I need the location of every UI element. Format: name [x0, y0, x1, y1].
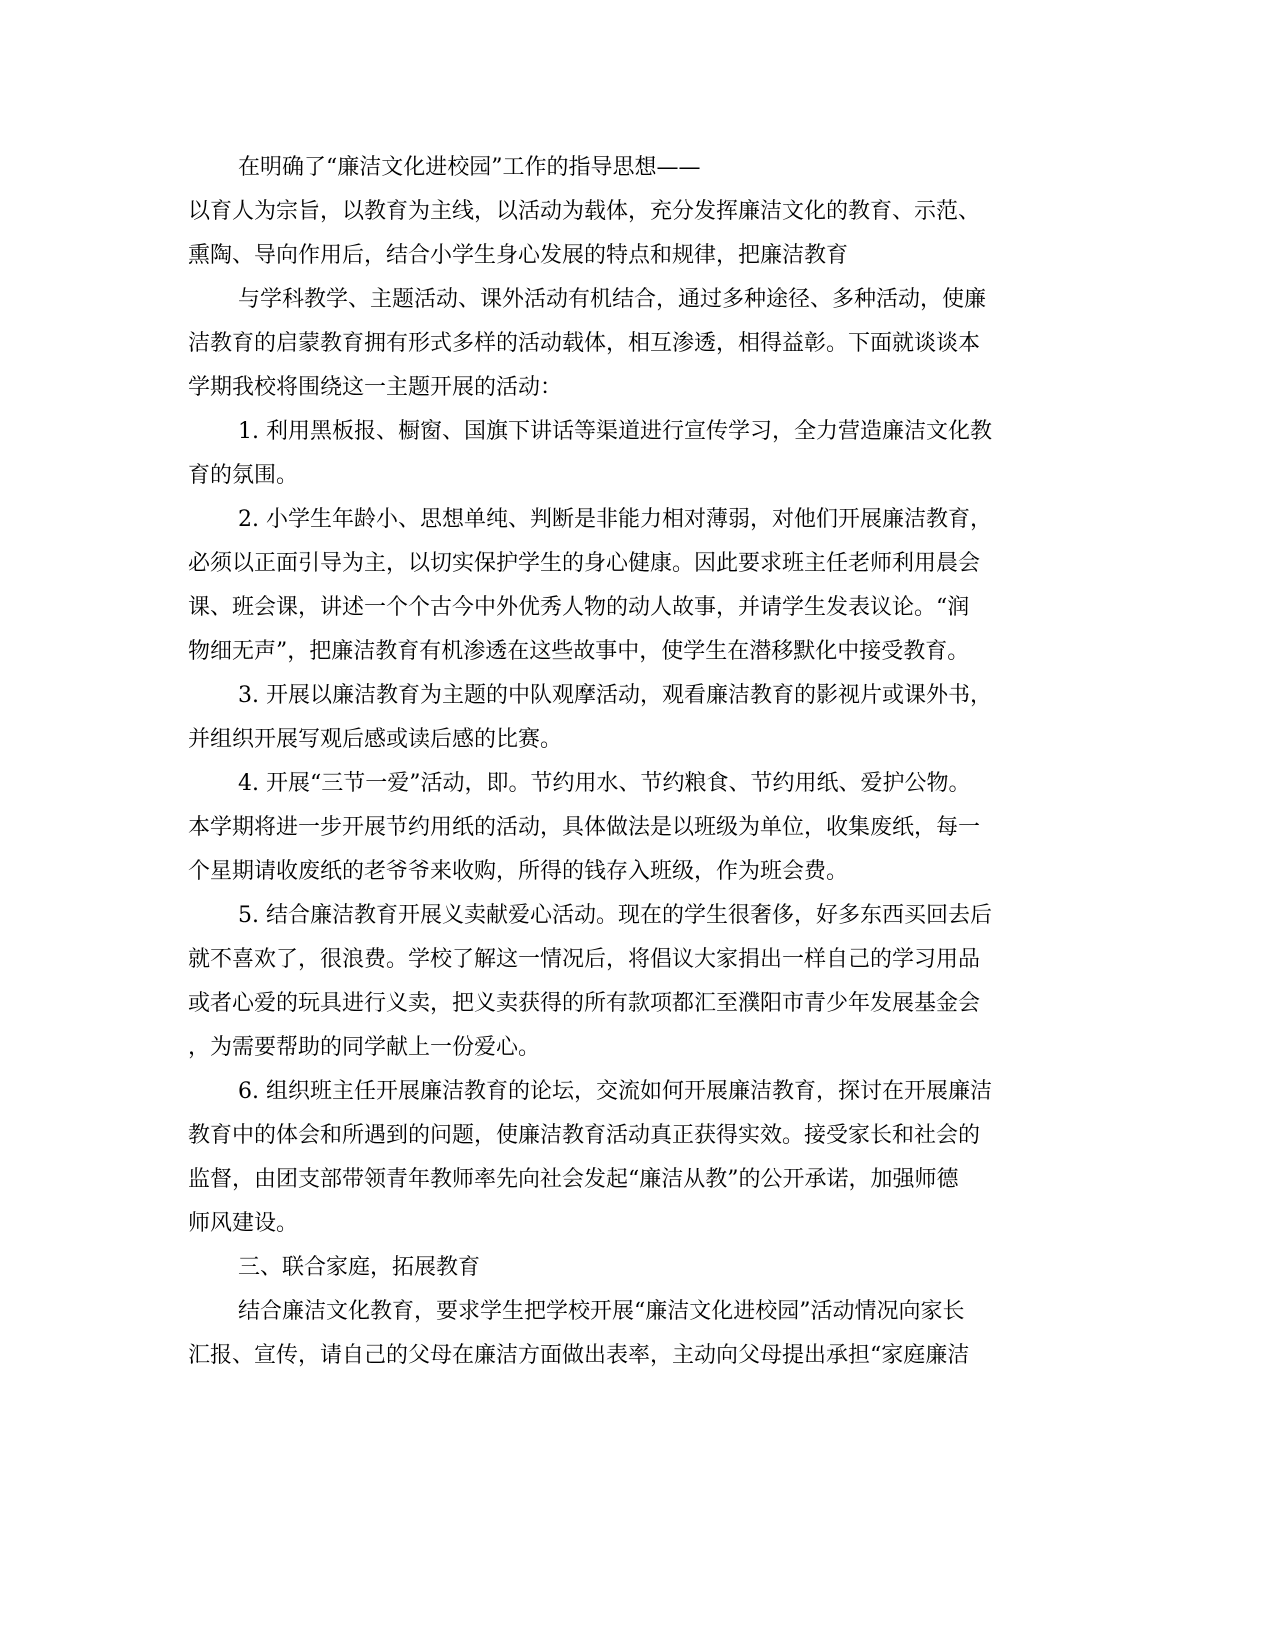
text-line: 1. 利用黑板报、橱窗、国旗下讲话等渠道进行宣传学习，全力营造廉洁文化教: [238, 419, 992, 444]
text-line: 6. 组织班主任开展廉洁教育的论坛，交流如何开展廉洁教育，探讨在开展廉洁: [238, 1079, 992, 1104]
text-line: 个星期请收废纸的老爷爷来收购，所得的钱存入班级，作为班会费。: [188, 859, 849, 884]
text-line: 育的氛围。: [188, 463, 299, 488]
text-line: 与学科教学、主题活动、课外活动有机结合，通过多种途径、多种活动，使廉: [238, 287, 987, 312]
text-line: 3. 开展以廉洁教育为主题的中队观摩活动，观看廉洁教育的影视片或课外书，: [238, 683, 992, 708]
text-line: 就不喜欢了，很浪费。学校了解这一情况后，将倡议大家捐出一样自己的学习用品: [188, 947, 981, 972]
text-line: 本学期将进一步开展节约用纸的活动，具体做法是以班级为单位，收集废纸，每一: [188, 815, 981, 840]
text-line: 学期我校将围绕这一主题开展的活动：: [188, 375, 563, 400]
text-line: 必须以正面引导为主，以切实保护学生的身心健康。因此要求班主任老师利用晨会: [188, 551, 981, 576]
text-line: 以育人为宗旨，以教育为主线，以活动为载体，充分发挥廉洁文化的教育、示范、: [188, 199, 981, 224]
text-line: 2. 小学生年龄小、思想单纯、判断是非能力相对薄弱，对他们开展廉洁教育，: [238, 507, 992, 532]
text-line: ，为需要帮助的同学献上一份爱心。: [188, 1035, 541, 1060]
text-line: 师风建设。: [188, 1211, 299, 1236]
text-line: 并组织开展写观后感或读后感的比赛。: [188, 727, 563, 752]
text-line: 教育中的体会和所遇到的问题，使廉洁教育活动真正获得实效。接受家长和社会的: [188, 1123, 981, 1148]
text-line: 汇报、宣传，请自己的父母在廉洁方面做出表率，主动向父母提出承担“家庭廉洁: [188, 1343, 970, 1368]
text-line: 课、班会课，讲述一个个古今中外优秀人物的动人故事，并请学生发表议论。“润: [188, 595, 970, 620]
text-line: 或者心爱的玩具进行义卖，把义卖获得的所有款项都汇至濮阳市青少年发展基金会: [188, 991, 981, 1016]
text-line: 在明确了“廉洁文化进校园”工作的指导思想——: [238, 155, 701, 180]
text-line: 监督，由团支部带领青年教师率先向社会发起“廉洁从教”的公开承诺，加强师德: [188, 1167, 959, 1192]
text-line: 结合廉洁文化教育，要求学生把学校开展“廉洁文化进校园”活动情况向家长: [238, 1299, 965, 1324]
text-line: 洁教育的启蒙教育拥有形式多样的活动载体，相互渗透，相得益彰。下面就谈谈本: [188, 331, 981, 356]
text-line: 4. 开展“三节一爱”活动，即。节约用水、节约粮食、节约用纸、爱护公物。: [238, 771, 971, 796]
text-line: 5. 结合廉洁教育开展义卖献爱心活动。现在的学生很奢侈，好多东西买回去后: [238, 903, 992, 928]
text-line: 熏陶、导向作用后，结合小学生身心发展的特点和规律，把廉洁教育: [188, 243, 849, 268]
section-heading: 三、联合家庭，拓展教育: [238, 1255, 481, 1280]
document-body: [188, 146, 1088, 1378]
text-line: 物细无声”，把廉洁教育有机渗透在这些故事中，使学生在潜移默化中接受教育。: [188, 639, 970, 664]
